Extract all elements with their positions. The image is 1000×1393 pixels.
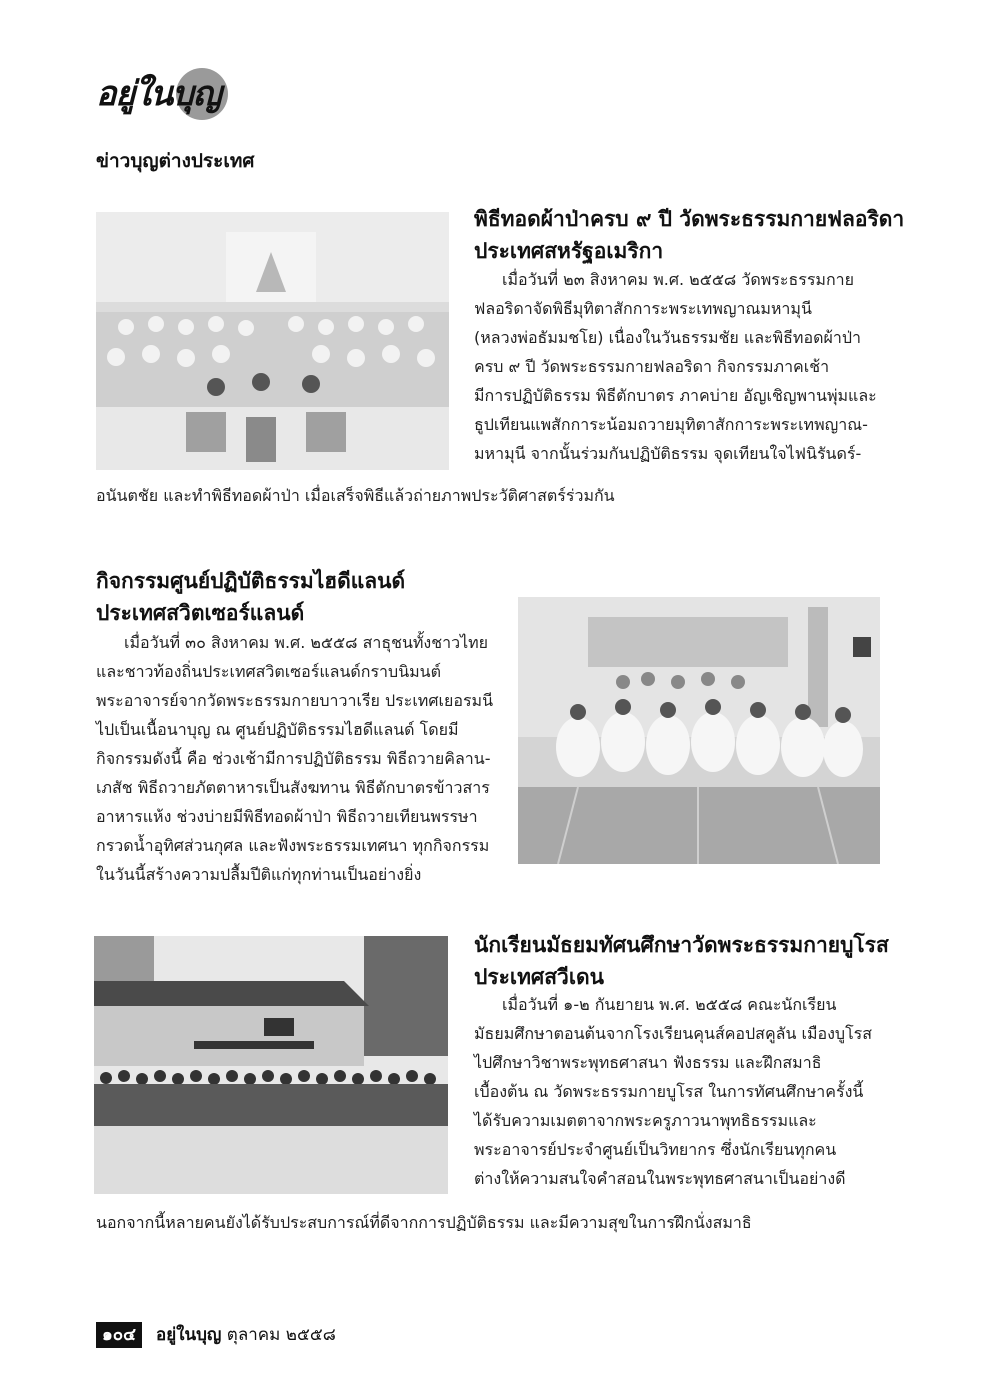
article-1-title-line: ประเทศสหรัฐอเมริกา (474, 239, 664, 263)
body-line: กรวดน้ำอุทิศส่วนกุศล และฟังพระธรรมเทศนา ทุกกิจกรรม (96, 836, 490, 855)
body-line: เมื่อวันที่ ๓๐ สิงหาคม พ.ศ. ๒๕๕๘ สาธุชนทั้งชาวไทย (124, 633, 489, 652)
section-label: ข่าวบุญต่างประเทศ (96, 150, 255, 172)
article-2-title (96, 565, 405, 629)
body-line: เบื้องต้น ณ วัดพระธรรมกายบูโรส ในการทัศนศึกษาครั้งนี้ (474, 1082, 864, 1101)
photo-sweden-students (94, 936, 448, 1194)
body-line: นอกจากนี้หลายคนยังได้รับประสบการณ์ที่ดีจากการปฏิบัติธรรม และมีความสุขในการฝึกนั่งสมาธิ (96, 1213, 752, 1232)
footer-issue-date: ตุลาคม ๒๕๕๘ (226, 1325, 336, 1345)
body-line: พระอาจารย์จากวัดพระธรรมกายบาวาเรีย ประเทศเยอรมนี (96, 691, 494, 710)
article-3-title-line: นักเรียนมัธยมทัศนศึกษาวัดพระธรรมกายบูโรส (474, 933, 889, 957)
body-line: เมื่อวันที่ ๑-๒ กันยายน พ.ศ. ๒๕๕๘ คณะนักเรียน (502, 995, 837, 1014)
body-line: ในวันนี้สร้างความปลื้มปีติแก่ทุกท่านเป็นอย่างยิ่ง (96, 865, 422, 884)
body-line: พระอาจารย์ประจำศูนย์เป็นวิทยากร ซึ่งนักเรียนทุกคน (474, 1140, 837, 1159)
body-line: และชาวท้องถิ่นประเทศสวิตเซอร์แลนด์กราบนิมนต์ (96, 662, 441, 681)
article-2-title-line: กิจกรรมศูนย์ปฏิบัติธรรมไฮดีแลนด์ (96, 569, 406, 593)
body-line: ได้รับความเมตตาจากพระครูภาวนาพุทธิธรรมและ (474, 1111, 817, 1130)
body-line: (หลวงพ่อธัมมชโย) เนื่องในวันธรรมชัย และพิธีทอดผ้าป่า (474, 328, 861, 347)
body-line: กิจกรรมดังนี้ คือ ช่วงเช้ามีการปฏิบัติธรรม พิธีถวายคิลาน- (96, 749, 491, 768)
article-1-title (474, 203, 904, 267)
body-line: มีการปฏิบัติธรรม พิธีตักบาตร ภาคบ่าย อัญเชิญพานพุ่มและ (474, 386, 877, 405)
body-line: มหามุนี จากนั้นร่วมกันปฏิบัติธรรม จุดเทียนใจไฟนิรันดร์- (474, 444, 862, 463)
article-1-body (474, 265, 877, 468)
body-line: ต่างให้ความสนใจคำสอนในพระพุทธศาสนาเป็นอย่างดี (474, 1169, 846, 1188)
article-3-body (474, 990, 872, 1193)
footer-magazine-name: อยู่ในบุญ (156, 1325, 222, 1345)
magazine-logo: อยู่ในบุญ (96, 74, 221, 114)
page-number: ๑๐๔ (96, 1322, 142, 1348)
photo-switzerland-group (518, 597, 880, 864)
photo-florida-ceremony (96, 212, 449, 470)
body-line: ไปศึกษาวิชาพระพุทธศาสนา ฟังธรรม และฝึกสมาธิ (474, 1053, 822, 1072)
body-line: อาหารแห้ง ช่วงบ่ายมีพิธีทอดผ้าป่า พิธีถวายเทียนพรรษา (96, 807, 478, 826)
article-2-title-line: ประเทศสวิตเซอร์แลนด์ (96, 601, 305, 625)
article-3-title-line: ประเทศสวีเดน (474, 965, 605, 989)
body-line: ครบ ๙ ปี วัดพระธรรมกายฟลอริดา กิจกรรมภาคเช้า (474, 357, 830, 376)
body-line: ไปเป็นเนื้อนาบุญ ณ ศูนย์ปฏิบัติธรรมไฮดีแลนด์ โดยมี (96, 720, 459, 739)
footer-issue (156, 1322, 336, 1348)
body-line: มัธยมศึกษาตอนต้นจากโรงเรียนคุนส์คอปสคูลัน เมืองบูโรส (474, 1024, 873, 1043)
body-line: อนันตชัย และทำพิธีทอดผ้าป่า เมื่อเสร็จพิธีแล้วถ่ายภาพประวัติศาสตร์ร่วมกัน (96, 486, 615, 505)
body-line: ธูปเทียนแพสักการะน้อมถวายมุทิตาสักการะพระเทพญาณ- (474, 415, 868, 434)
article-2-body (96, 628, 493, 889)
body-line: ฟลอริดาจัดพิธีมุทิตาสักการะพระเทพญาณมหามุนี (474, 299, 812, 318)
body-line: เมื่อวันที่ ๒๓ สิงหาคม พ.ศ. ๒๕๕๘ วัดพระธรรมกาย (502, 270, 855, 289)
body-line: เภสัช พิธีถวายภัตตาหารเป็นสังฆทาน พิธีตักบาตรข้าวสาร (96, 778, 490, 797)
article-1-title-line: พิธีทอดผ้าป่าครบ ๙ ปี วัดพระธรรมกายฟลอริดา (474, 207, 905, 231)
article-3-title (474, 929, 889, 993)
